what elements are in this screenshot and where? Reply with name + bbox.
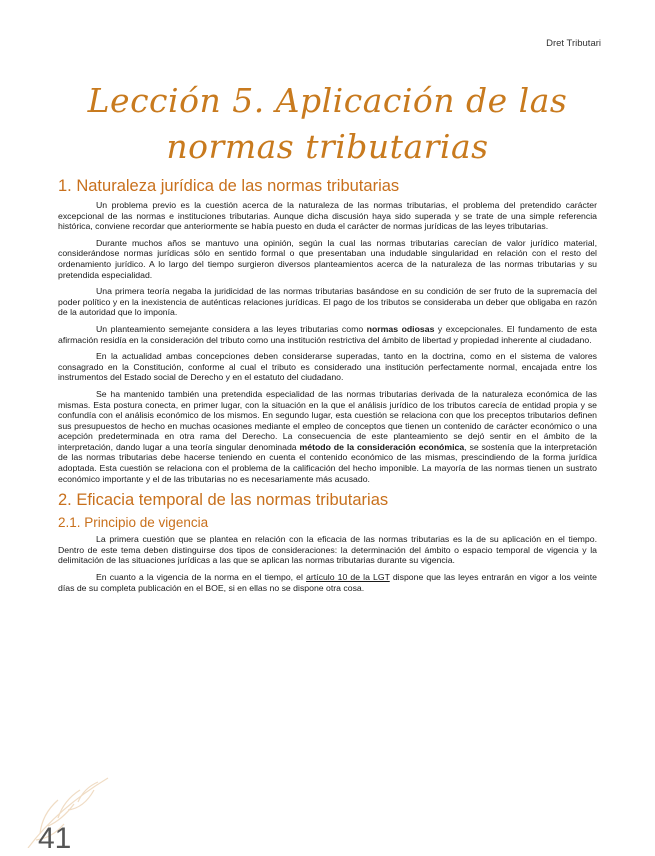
bold-term: método de la consideración económica xyxy=(299,441,465,452)
text-run: En cuanto a la vigencia de la norma en el tiempo, el xyxy=(96,572,307,583)
article-link[interactable]: artículo 10 de la LGT xyxy=(306,572,390,583)
paragraph: En la actualidad ambas concepciones deben considerarse superadas, tanto en la doctrina, como en el sistema de valores consagrado en la Constitución, conforme al cual el tributo es considerado una institución perfectamente normal, encajada entre los instrumentos del Estado social de Derecho y en el estatuto del ciudadano. xyxy=(58,351,597,383)
text-run: , se sostenía que la interpretación de las normas tributarias debe hacerse teniendo en cuenta el contenido económico de las mismas, prescindiendo de la forma jurídica adoptada. Esta cuestión se relaciona con el problema de la calificación del hecho imponible. La mayoría de las normas tienen un sustrato económico importante y el de las tributarias no es necesariamente más acusado. xyxy=(58,441,597,484)
paragraph xyxy=(58,324,597,345)
text-run: Un planteamiento semejante considera a las leyes tributarias como xyxy=(96,323,367,334)
paragraph: Un problema previo es la cuestión acerca de la naturaleza de las normas tributarias, el problema del pretendido carácter excepcional de las normas e instituciones tributarias. Aunque dicha discusión haya sido superada y se trate de una simple referencia histórica, conviene recordar que anteriormente se había puesto en duda el carácter de normas jurídicas de las leyes tributarias. xyxy=(58,200,597,232)
leaf-decoration-icon xyxy=(18,768,138,848)
paragraph xyxy=(58,572,597,593)
course-header: Dret Tributari xyxy=(546,38,601,49)
text-run: y excepcionales. El fundamento de esta afirmación residía en la consideración del tributo como una institución restrictiva del ámbito de libertad y propiedad inherente al ciudadano. xyxy=(58,323,597,345)
text-run: Se ha mantenido también una pretendida especialidad de las normas tributarias derivada de la naturaleza económica de las mismas. Esta postura conecta, en primer lugar, con la situación en la que el análisis jurídico de los tributos carecía de entidad propia y se confundía con el análisis económico de los mismos. En segundo lugar, esta cuestión se relaciona con que los preceptos tributarios definen sus presupuestos de hecho en muchas ocasiones mediante el empleo de conceptos que tienen un contenido de carácter económico o una acepción predeterminada en otra rama del Derecho. La consecuencia de este planteamiento se dejó sentir en el ámbito de la interpretación, dando lugar a una teoría singular denominada xyxy=(58,388,597,452)
lesson-title: Lección 5. Aplicación de las normas tributarias xyxy=(87,81,568,166)
paragraph: Una primera teoría negaba la juridicidad de las normas tributarias basándose en su condición de ser fruto de la supremacía del poder político y en la inexistencia de auténticas relaciones jurídicas. El pago de los tributos se consideraba un deber que obligaba en razón de la autoridad que lo imponía. xyxy=(58,286,597,318)
bold-term: normas odiosas xyxy=(366,323,435,334)
section-heading-1: 1. Naturaleza jurídica de las normas tributarias xyxy=(58,177,400,195)
page-number: 41 xyxy=(38,822,72,855)
document-body xyxy=(58,176,597,599)
paragraph xyxy=(58,389,597,484)
section-heading-2: 2. Eficacia temporal de las normas tributarias xyxy=(58,491,389,510)
paragraph: La primera cuestión que se plantea en relación con la eficacia de las normas tributarias es la de su aplicación en el tiempo. Dentro de este tema deben distinguirse dos tipos de consideraciones: la determinación del ámbito o espacio temporal de vigencia y la delimitación de las situaciones jurídicas a las que se aplican las normas tributarias durante su vigencia. xyxy=(58,534,597,566)
text-run: dispone que las leyes entrarán en vigor a los veinte días de su completa publicación en el BOE, si en ellas no se dispone otra cosa. xyxy=(58,572,597,593)
paragraph: Durante muchos años se mantuvo una opinión, según la cual las normas tributarias carecían de valor jurídico material, considerándose normas jurídicas sólo en sentido formal o que presentaban una indudable singularidad en relación con el resto del ordenamiento jurídico. A lo largo del tiempo surgieron diversos planteamientos acerca de la naturaleza de las normas tributarias y su pretendida especialidad. xyxy=(58,237,597,280)
subsection-heading: 2.1. Principio de vigencia xyxy=(58,515,209,531)
